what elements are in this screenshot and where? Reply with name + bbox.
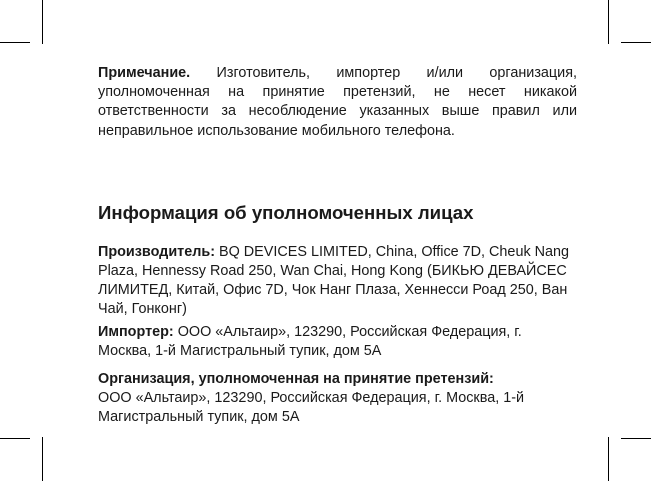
crop-mark-bottom-right-horizontal [621,438,651,439]
crop-mark-bottom-left-vertical [42,437,43,481]
manufacturer-paragraph [98,243,577,320]
crop-mark-bottom-right-vertical [608,437,609,481]
document-body [98,64,577,428]
crop-mark-bottom-left-horizontal [0,438,30,439]
importer-paragraph [98,323,577,361]
note-label: Примечание. [98,65,191,81]
crop-mark-top-right-vertical [608,0,609,44]
manufacturer-label: Производитель: [98,243,215,260]
manufacturer-text: BQ DEVICES LIMITED, China, Office 7D, Cheuk Nang Plaza, Hennessy Road 250, Wan Chai, Hong Kong (БИКЬЮ ДЕВАЙСЕС ЛИМИТЕД, Китай, Офис 7D, Чок Нанг Плаза, Хеннесси Роад 250, Ван Чай, Гонконг) [98,243,570,318]
crop-mark-top-right-horizontal [621,42,651,43]
importer-text: ООО «Альтаир», 123290, Российская Федерация, г. Москва, 1-й Магистральный тупик, дом 5А [98,323,522,359]
crop-mark-top-left-vertical [42,0,43,44]
importer-label: Импортер: [98,323,174,340]
claims-org-label: Организация, уполномоченная на принятие претензий: [98,371,494,388]
section-heading: Информация об уполномоченных лицах [98,201,474,223]
claims-org-text: ООО «Альтаир», 123290, Российская Федерация, г. Москва, 1-й Магистральный тупик, дом 5А [98,390,525,426]
note-paragraph [98,64,577,141]
crop-mark-top-left-horizontal [0,42,30,43]
note-text: Изготовитель, импортер и/или организация, уполномоченная на принятие претензий, не несет никакой ответственности за несоблюдение указанных выше правил или неправильное использование мобильного телефона. [98,65,577,139]
